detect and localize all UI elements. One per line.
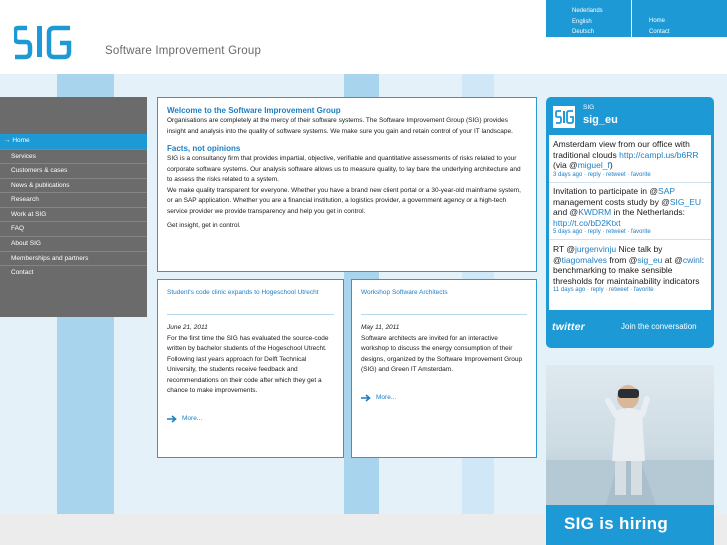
tweet-link[interactable]: http://campl.us/b6RR: [619, 149, 699, 160]
cta-text: Get insight, get in control.: [167, 222, 241, 229]
tweet: [553, 186, 711, 237]
twitter-widget: [546, 97, 714, 348]
welcome-intro: Organisations are completely at the mercy of their software systems. The Software Improvement Group (SIG) provides insight and analysis into the quality of software systems. We make sure you gain and retain control of your IT landscape.: [167, 117, 513, 135]
tweet-mention[interactable]: tiagomalves: [561, 254, 607, 265]
nav-item-home[interactable]: → Home: [0, 134, 147, 149]
sig-logo[interactable]: [14, 22, 72, 62]
more-link[interactable]: [167, 415, 334, 423]
tweet-text: RT @: [553, 244, 576, 254]
lang-english[interactable]: English: [572, 18, 592, 25]
nav-item-customers[interactable]: Customers & cases: [0, 163, 147, 178]
nav-item-faq[interactable]: FAQ: [0, 221, 147, 236]
twitter-footer: [552, 321, 708, 335]
nav-item-news[interactable]: News & publications: [0, 178, 147, 193]
tweet-mention[interactable]: cwinl: [682, 254, 702, 265]
divider: [549, 239, 711, 240]
utility-contact-link[interactable]: Contact: [649, 28, 670, 35]
tweet-mention[interactable]: KWDRM: [578, 207, 612, 217]
tweet-text: Amsterdam view from our office with traditional clouds: [553, 139, 690, 160]
tweet-text: Nice talk by @: [553, 244, 663, 265]
tweet-mention[interactable]: SAP: [658, 186, 675, 196]
facts-paragraph-2: We make quality transparent for everyone. Whether you have a brand new client portal or a 30-year-old mainframe system, or an SAP application. Whether you are a financial institution, a logistics provider, a government agency or a high-tech service provider we provide transparency and help you get in control.: [167, 186, 521, 215]
tweet-link[interactable]: http://t.co/bD2Ktxt: [553, 217, 621, 228]
tweet-text: Invitation to participate in @: [553, 186, 659, 196]
tweet-text: (via @: [553, 160, 578, 170]
tagline: Software Improvement Group: [105, 45, 262, 57]
twitter-label: SIG: [583, 104, 595, 111]
nav-item-about[interactable]: About SIG: [0, 236, 147, 251]
divider: [361, 314, 527, 315]
twitter-handle: sig_eu: [583, 114, 618, 126]
profile-avatar: [553, 106, 575, 128]
tweet-text: ): [609, 160, 613, 170]
hiring-caption-band: [546, 505, 714, 545]
news-item: [351, 279, 537, 458]
twitter-logo[interactable]: twitter: [552, 321, 585, 333]
tweet-text: at @: [662, 254, 683, 265]
tweet-meta[interactable]: 3 days ago · reply · retweet · favorite: [553, 171, 651, 178]
arrow-right-icon: [167, 415, 177, 423]
utility-menu: [632, 0, 727, 37]
divider: [549, 182, 711, 183]
news-date: May 11, 2011: [361, 324, 400, 331]
tweet-mention[interactable]: SIG_EU: [669, 196, 702, 207]
lang-nederlands[interactable]: Nederlands: [572, 8, 603, 14]
tweet-text: and @: [553, 207, 579, 217]
hiring-text: SIG is hiring: [564, 514, 669, 533]
nav-item-research[interactable]: Research: [0, 192, 147, 207]
welcome-panel: [157, 97, 537, 272]
tweet-text: in the Netherlands:: [611, 207, 685, 217]
nav-item-work[interactable]: Work at SIG: [0, 207, 147, 222]
tweet-mention[interactable]: miguel_f: [577, 160, 610, 170]
tweet: [553, 244, 711, 295]
main-nav: [0, 97, 147, 317]
news-body: Software architects are invited for an interactive workshop to discuss the energy consumption of their designs, organized by the Software Improvement Group (SIG) and Green IT Amsterdam.: [361, 334, 523, 373]
tweet-text: from @: [607, 254, 638, 265]
nav-item-memberships[interactable]: Memberships and partners: [0, 251, 147, 266]
lang-deutsch[interactable]: Deutsch: [572, 29, 595, 35]
news-title-link[interactable]: Student's code clinic expands to Hogeschool Utrecht: [167, 289, 319, 296]
news-date: June 21, 2011: [167, 324, 208, 331]
tweet-meta[interactable]: 5 days ago · reply · retweet · favorite: [553, 229, 651, 235]
language-menu: [546, 0, 631, 37]
more-label: More...: [376, 394, 397, 401]
tweet-meta[interactable]: 11 days ago · reply · retweet · favorite: [553, 287, 654, 293]
hiring-banner[interactable]: [546, 365, 714, 545]
tweet-text: management costs study by @: [553, 196, 670, 207]
tweet-list: [549, 135, 711, 310]
utility-home-link[interactable]: Home: [649, 18, 666, 24]
more-link[interactable]: [361, 394, 527, 402]
facts-paragraph-1: SIG is a consultancy firm that provides impartial, objective, verifiable and quantitative assessments of risks related to your corporate software systems. Our analysis software allows us to measure quality, to lay bare the underlying architecture and to assess the risks related to a system.: [167, 155, 521, 183]
arrow-right-icon: [361, 394, 371, 402]
news-body: For the first time the SIG has evaluated the source-code written by bachelor students of the Hogeschool Utrecht. Following last years approach for Delft Technical University, the students receive feedback and recommendations on their code after which they get a chance to make improvements.: [167, 334, 329, 394]
tweet-mention[interactable]: jurgenvinju: [575, 244, 617, 254]
nav-item-contact[interactable]: Contact: [0, 265, 147, 280]
tweet-mention[interactable]: sig_eu: [637, 254, 663, 265]
more-label: More...: [182, 415, 203, 422]
news-title-link[interactable]: Workshop Software Architects: [361, 289, 448, 296]
facts-title: Facts, not opinions: [167, 144, 241, 153]
twitter-profile-header[interactable]: [551, 103, 711, 131]
welcome-title: Welcome to the Software Improvement Group: [167, 106, 341, 115]
news-item: [157, 279, 344, 458]
tweet: [553, 139, 711, 180]
nav-item-services[interactable]: Services: [0, 149, 147, 164]
join-conversation-link[interactable]: Join the conversation: [621, 322, 697, 331]
divider: [167, 314, 334, 315]
tweet-text: : benchmarking to make sensible thresholds for maintainability indicators: [553, 254, 705, 286]
hiring-photo: [546, 365, 714, 505]
